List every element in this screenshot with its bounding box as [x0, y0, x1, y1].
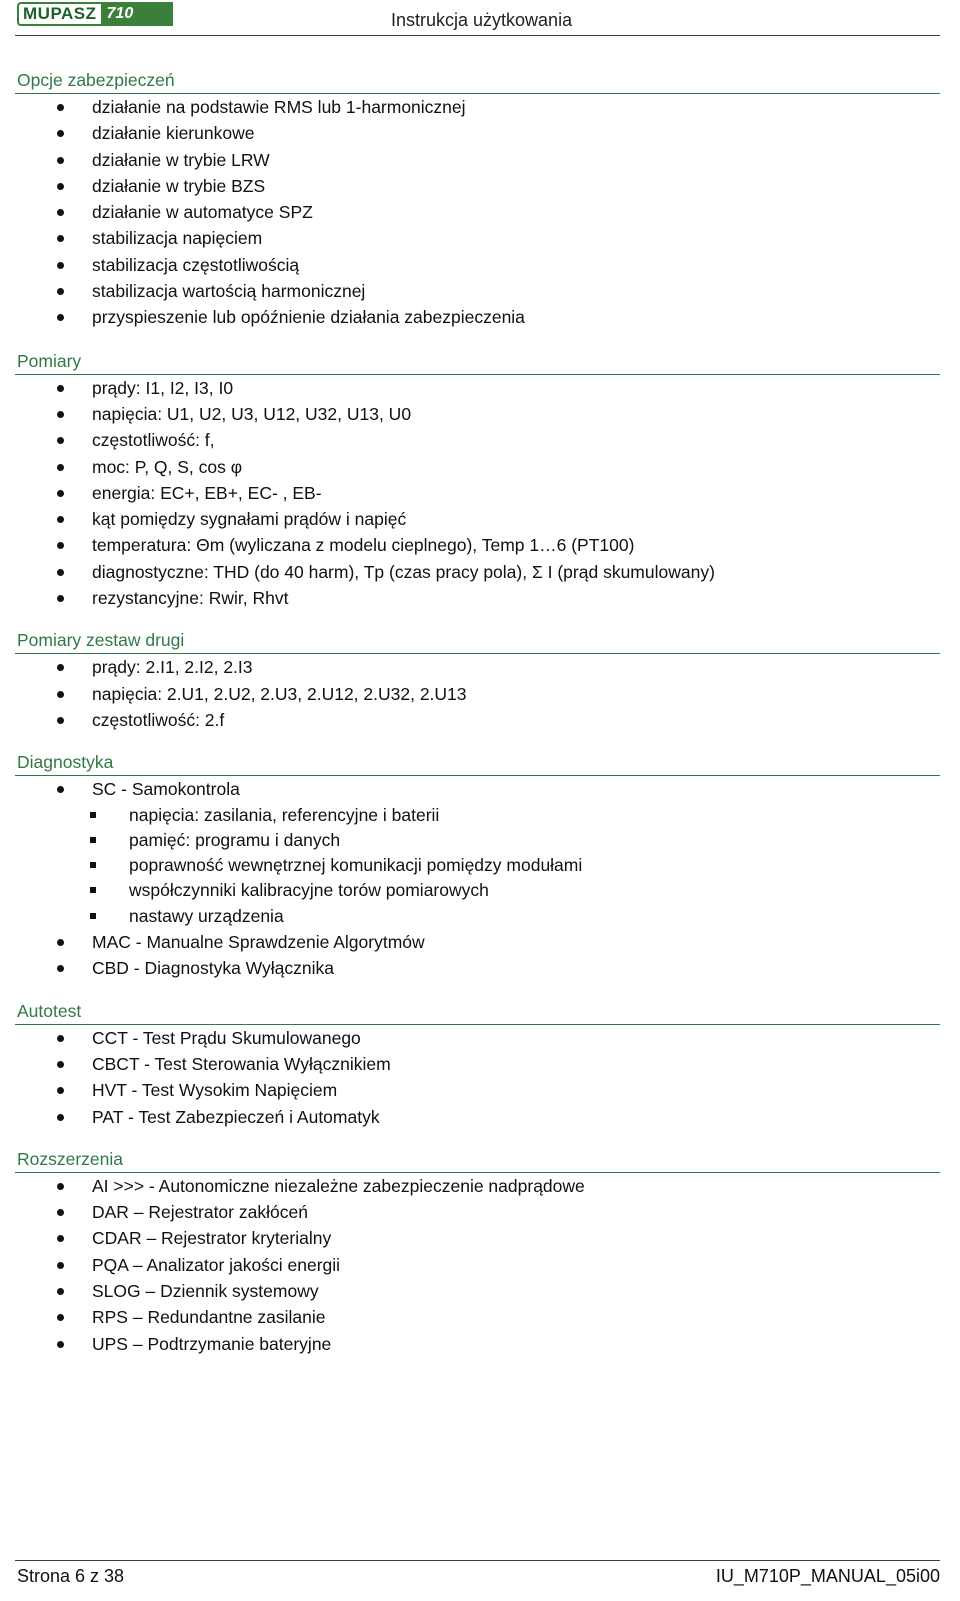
- document-id: IU_M710P_MANUAL_05i00: [715, 1566, 940, 1586]
- list-item: rezystancyjne: Rwir, Rhvt: [0, 585, 960, 611]
- section-title: Pomiary: [15, 349, 940, 375]
- section-autotest: [0, 999, 960, 1130]
- bullet-list: [0, 776, 960, 981]
- document-content: [0, 68, 960, 1357]
- list-item: AI >>> - Autonomiczne niezależne zabezpieczenie nadprądowe: [0, 1173, 960, 1199]
- section-title: Pomiary zestaw drugi: [15, 628, 940, 654]
- mupasz-logo: [17, 2, 173, 46]
- list-item: SLOG – Dziennik systemowy: [0, 1278, 960, 1304]
- header-title: Instrukcja użytkowania: [391, 10, 573, 30]
- list-item: prądy: 2.I1, 2.I2, 2.I3: [0, 654, 960, 680]
- sub-list: [92, 803, 960, 929]
- list-item: CDAR – Rejestrator kryterialny: [0, 1225, 960, 1251]
- page-header: [0, 0, 960, 46]
- list-item: napięcia: 2.U1, 2.U2, 2.U3, 2.U12, 2.U32, 2.U13: [0, 681, 960, 707]
- header-divider: [15, 35, 940, 36]
- list-item: PAT - Test Zabezpieczeń i Automatyk: [0, 1104, 960, 1130]
- bullet-list: [0, 375, 960, 612]
- list-item: działanie w automatyce SPZ: [0, 199, 960, 225]
- page-number: Strona 6 z 38: [17, 1566, 125, 1586]
- list-item: MAC - Manualne Sprawdzenie Algorytmów: [0, 929, 960, 955]
- list-item: stabilizacja wartością harmonicznej: [0, 278, 960, 304]
- list-item: stabilizacja napięciem: [0, 225, 960, 251]
- list-item: moc: P, Q, S, cos φ: [0, 454, 960, 480]
- list-item: stabilizacja częstotliwością: [0, 252, 960, 278]
- sub-list-item: pamięć: programu i danych: [0, 828, 960, 853]
- bullet-list: [0, 654, 960, 733]
- list-item: CBCT - Test Sterowania Wyłącznikiem: [0, 1051, 960, 1077]
- list-item: prądy: I1, I2, I3, I0: [0, 375, 960, 401]
- logo-text-right: 710 plus: [101, 2, 173, 26]
- list-item: DAR – Rejestrator zakłóceń: [0, 1199, 960, 1225]
- list-item: PQA – Analizator jakości energii: [0, 1252, 960, 1278]
- list-item: diagnostyczne: THD (do 40 harm), Tp (czas pracy pola), Σ I (prąd skumulowany): [0, 559, 960, 585]
- bullet-list: [0, 94, 960, 331]
- bullet-list: [0, 1025, 960, 1130]
- section-title: Rozszerzenia: [15, 1147, 940, 1173]
- sub-list-item: współczynniki kalibracyjne torów pomiarowych: [0, 878, 960, 903]
- list-item: temperatura: Θm (wyliczana z modelu cieplnego), Temp 1…6 (PT100): [0, 532, 960, 558]
- list-item: napięcia: U1, U2, U3, U12, U32, U13, U0: [0, 401, 960, 427]
- sub-list-item: nastawy urządzenia: [0, 904, 960, 929]
- section-opcje-zabezpieczen: [0, 68, 960, 331]
- list-item: działanie w trybie BZS: [0, 173, 960, 199]
- list-item: UPS – Podtrzymanie bateryjne: [0, 1331, 960, 1357]
- logo-text-left: MUPASZ: [17, 2, 101, 26]
- bullet-list: [0, 1173, 960, 1357]
- list-item: CBD - Diagnostyka Wyłącznika: [0, 955, 960, 981]
- list-item: działanie w trybie LRW: [0, 147, 960, 173]
- list-item: [0, 776, 960, 929]
- footer-divider: [15, 1560, 940, 1561]
- section-rozszerzenia: [0, 1147, 960, 1357]
- section-diagnostyka: [0, 750, 960, 981]
- list-item: HVT - Test Wysokim Napięciem: [0, 1077, 960, 1103]
- section-title: Autotest: [15, 999, 940, 1025]
- section-pomiary-zestaw-drugi: [0, 628, 960, 733]
- sub-list-item: poprawność wewnętrznej komunikacji pomiędzy modułami: [0, 853, 960, 878]
- list-item-label: SC - Samokontrola: [92, 779, 240, 800]
- list-item: przyspieszenie lub opóźnienie działania zabezpieczenia: [0, 304, 960, 330]
- list-item: RPS – Redundantne zasilanie: [0, 1304, 960, 1330]
- list-item: CCT - Test Prądu Skumulowanego: [0, 1025, 960, 1051]
- list-item: działanie kierunkowe: [0, 120, 960, 146]
- list-item: kąt pomiędzy sygnałami prądów i napięć: [0, 506, 960, 532]
- section-title: Diagnostyka: [15, 750, 940, 776]
- list-item: częstotliwość: 2.f: [0, 707, 960, 733]
- list-item: częstotliwość: f,: [0, 427, 960, 453]
- list-item: działanie na podstawie RMS lub 1-harmonicznej: [0, 94, 960, 120]
- section-title: Opcje zabezpieczeń: [15, 68, 940, 94]
- sub-list-item: napięcia: zasilania, referencyjne i baterii: [0, 803, 960, 828]
- section-pomiary: [0, 349, 960, 612]
- list-item: energia: EC+, EB+, EC- , EB-: [0, 480, 960, 506]
